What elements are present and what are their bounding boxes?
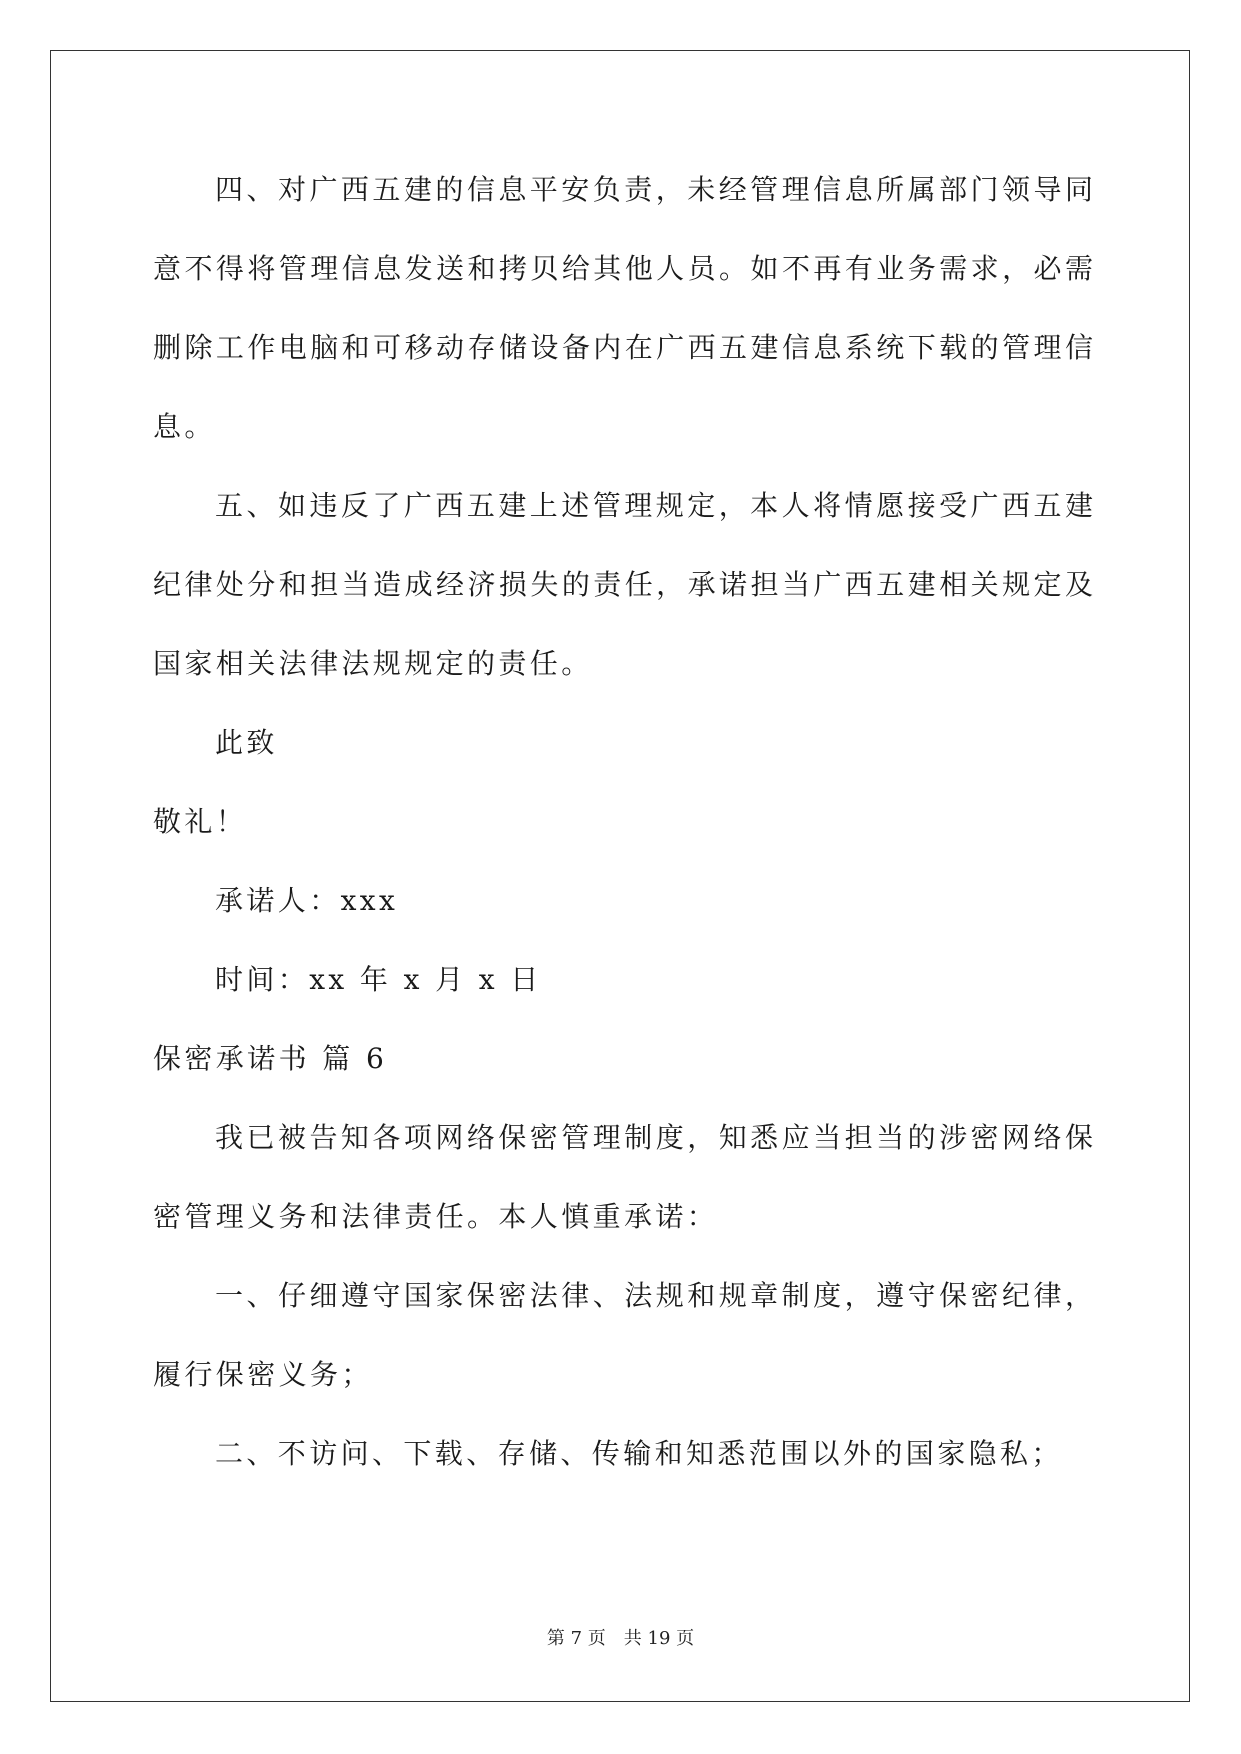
paragraph-line: 意不得将管理信息发送和拷贝给其他人员。如不再有业务需求，必需 <box>153 252 1093 285</box>
date-line: 时间：xx 年 x 月 x 日 <box>215 963 542 996</box>
paragraph-line: 密管理义务和法律责任。本人慎重承诺： <box>153 1200 719 1233</box>
paragraph-line: 一、仔细遵守国家保密法律、法规和规章制度，遵守保密纪律， <box>215 1279 1093 1312</box>
closing: 敬礼！ <box>153 805 248 838</box>
paragraph-line: 息。 <box>153 410 216 443</box>
paragraph-line: 履行保密义务； <box>153 1358 373 1391</box>
paragraph-line: 纪律处分和担当造成经济损失的责任，承诺担当广西五建相关规定及 <box>153 568 1093 601</box>
section-heading: 保密承诺书 篇 6 <box>153 1042 388 1075</box>
signatory: 承诺人：xxx <box>215 884 399 917</box>
page-footer <box>0 1627 1241 1651</box>
paragraph-line: 二、不访问、下载、存储、传输和知悉范围以外的国家隐私； <box>215 1437 1063 1470</box>
paragraph-line: 删除工作电脑和可移动存储设备内在广西五建信息系统下载的管理信 <box>153 331 1093 364</box>
paragraph-line: 四、对广西五建的信息平安负责，未经管理信息所属部门领导同 <box>215 173 1093 206</box>
paragraph-line: 我已被告知各项网络保密管理制度，知悉应当担当的涉密网络保 <box>215 1121 1093 1154</box>
page-number: 第 7 页 <box>546 1628 606 1649</box>
page-total: 共 19 页 <box>623 1628 695 1649</box>
paragraph-line: 国家相关法律法规规定的责任。 <box>153 647 593 680</box>
salutation: 此致 <box>215 726 278 759</box>
paragraph-line: 五、如违反了广西五建上述管理规定，本人将情愿接受广西五建 <box>215 489 1093 522</box>
